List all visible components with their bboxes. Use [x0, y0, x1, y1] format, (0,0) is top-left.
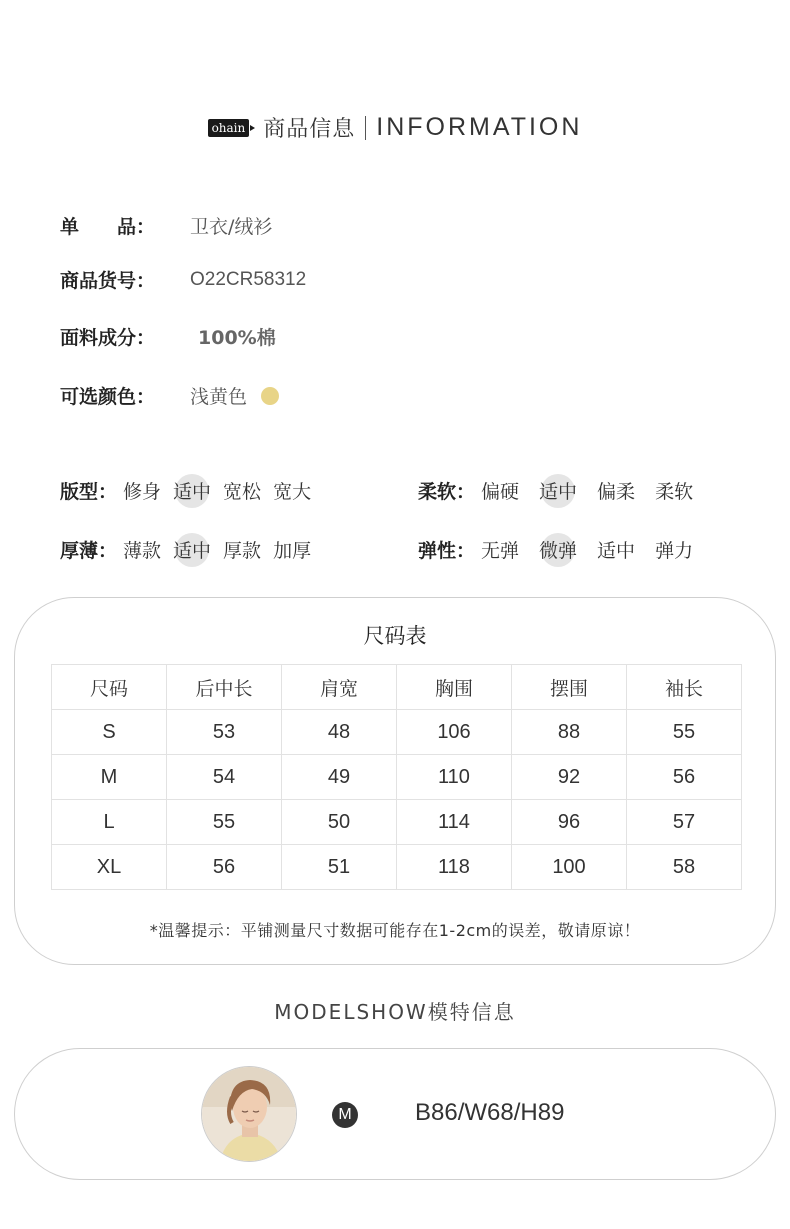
elasticity-option: 适中: [597, 540, 636, 562]
section-header: [0, 112, 790, 143]
elasticity-option-selected: 微弹: [539, 536, 577, 563]
softness-label: 柔软：: [418, 481, 476, 503]
fabric-value: 100%棉: [198, 327, 276, 349]
info-row-item: [60, 212, 272, 239]
table-row: [52, 800, 742, 845]
table-cell: 100: [512, 845, 627, 890]
fabric-label: 面料成分：: [60, 327, 156, 349]
table-cell: 53: [167, 710, 282, 755]
model-avatar: [201, 1066, 297, 1162]
table-cell: 50: [282, 800, 397, 845]
table-header-cell: 后中长: [167, 665, 282, 710]
table-cell: 56: [627, 755, 742, 800]
table-cell: L: [52, 800, 167, 845]
header-divider: [365, 116, 366, 140]
elasticity-option: 弹力: [655, 540, 694, 562]
fit-option: 宽大: [273, 481, 312, 503]
model-portrait-icon: [202, 1067, 297, 1162]
table-header-cell: 摆围: [512, 665, 627, 710]
table-cell: 106: [397, 710, 512, 755]
table-cell: 114: [397, 800, 512, 845]
thickness-option: 薄款: [123, 540, 162, 562]
table-cell: 54: [167, 755, 282, 800]
fit-option-selected: 适中: [173, 477, 211, 504]
size-chart-card: [14, 597, 776, 965]
model-card: [14, 1048, 776, 1180]
sku-value: O22CR58312: [190, 268, 307, 290]
thickness-option-selected: 适中: [173, 536, 211, 563]
color-swatch: [261, 387, 279, 405]
info-row-fabric: [60, 323, 276, 350]
table-cell: 110: [397, 755, 512, 800]
table-cell: 118: [397, 845, 512, 890]
table-row: [52, 755, 742, 800]
header-title-en: INFORMATION: [376, 113, 583, 141]
model-section-title: MODELSHOW模特信息: [274, 1000, 516, 1024]
attr-elasticity: [418, 536, 705, 563]
header-title-cn: 商品信息: [263, 117, 356, 142]
table-header-cell: 袖长: [627, 665, 742, 710]
softness-option: 柔软: [655, 481, 694, 503]
attr-fit: [60, 477, 323, 504]
info-row-color: [60, 382, 279, 409]
table-cell: 92: [512, 755, 627, 800]
info-row-sku: [60, 266, 306, 293]
thickness-option: 厚款: [223, 540, 262, 562]
table-cell: 48: [282, 710, 397, 755]
table-cell: 58: [627, 845, 742, 890]
color-label: 可选颜色：: [60, 386, 156, 408]
softness-option-selected: 适中: [539, 477, 577, 504]
table-cell: 88: [512, 710, 627, 755]
table-cell: M: [52, 755, 167, 800]
table-cell: XL: [52, 845, 167, 890]
table-cell: S: [52, 710, 167, 755]
table-row: [52, 845, 742, 890]
elasticity-option: 无弹: [481, 540, 520, 562]
model-size-badge: M: [332, 1102, 358, 1128]
table-cell: 56: [167, 845, 282, 890]
color-value: 浅黄色: [190, 386, 248, 408]
table-cell: 57: [627, 800, 742, 845]
fit-option: 宽松: [223, 481, 262, 503]
fit-label: 版型：: [60, 481, 118, 503]
attr-thickness: [60, 536, 323, 563]
table-header-cell: 肩宽: [282, 665, 397, 710]
table-cell: 55: [627, 710, 742, 755]
play-triangle-icon: [250, 125, 255, 131]
table-cell: 55: [167, 800, 282, 845]
size-chart-title: 尺码表: [363, 624, 427, 648]
attr-softness: [418, 477, 705, 504]
thickness-option: 加厚: [273, 540, 312, 562]
sku-label: 商品货号：: [60, 270, 156, 292]
elasticity-label: 弹性：: [418, 540, 476, 562]
table-row: [52, 710, 742, 755]
item-value: 卫衣/绒衫: [190, 216, 273, 238]
thickness-label: 厚薄：: [60, 540, 118, 562]
brand-logo-text: ohain: [208, 119, 250, 137]
table-header-cell: 胸围: [397, 665, 512, 710]
table-cell: 49: [282, 755, 397, 800]
model-measurements: B86/W68/H89: [415, 1099, 565, 1126]
table-header-row: [52, 665, 742, 710]
size-chart-note: *温馨提示：平铺测量尺寸数据可能存在1-2cm的误差，敬请原谅！: [149, 921, 641, 940]
item-label: 单 品：: [60, 216, 156, 238]
fit-option: 修身: [123, 481, 162, 503]
table-cell: 96: [512, 800, 627, 845]
softness-option: 偏柔: [597, 481, 636, 503]
table-header-cell: 尺码: [52, 665, 167, 710]
size-table: [51, 664, 742, 890]
softness-option: 偏硬: [481, 481, 520, 503]
table-cell: 51: [282, 845, 397, 890]
brand-logo: [208, 119, 256, 137]
